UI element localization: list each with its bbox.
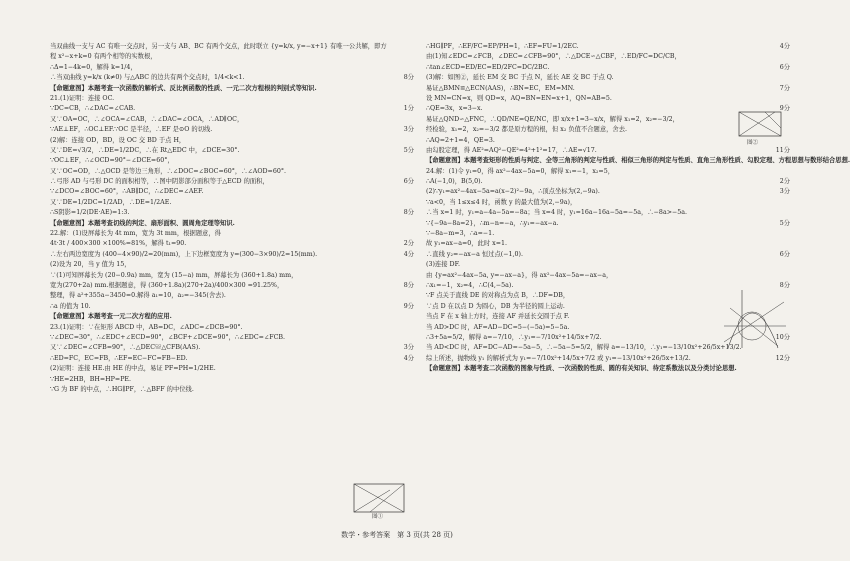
- right-line: [426, 198, 790, 208]
- left-line: [50, 104, 414, 114]
- line-text: ∵HE=2HB，BH=HP=PE.: [50, 375, 132, 383]
- score-mark: 4分: [402, 354, 414, 364]
- line-text: 整理，得 a²+355a−3450=0.解得 a₁=10，a₂=−345(舍去).: [50, 292, 226, 300]
- line-text: ∴A(−1,0)，B(5,0).: [426, 178, 483, 186]
- right-line: [426, 239, 790, 249]
- score-mark: 5分: [402, 146, 414, 156]
- left-line: [50, 229, 414, 239]
- line-text: 【命题意图】本题考查矩形的性质与判定、全等三角形的判定与性质、相似三角形的判定与性质、直角三角形性质、勾股定理、方程思想与数形结合思想.: [426, 157, 850, 165]
- line-text: 【命题意图】本题考查一元二次方程的应用.: [50, 313, 172, 321]
- left-line: [50, 125, 414, 135]
- right-line: [426, 42, 790, 52]
- left-line: [50, 208, 414, 218]
- score-mark: 9分: [778, 104, 790, 114]
- line-text: (2)∵y₁=ax²−4ax−5a=a(x−2)²−9a，∴顶点坐标为(2,−9a).: [426, 188, 600, 196]
- left-line: [50, 260, 414, 270]
- line-text: 当点 F 在 x 轴上方时，连接 AF 并延长交圆于点 F.: [426, 313, 570, 321]
- line-text: 【命题意图】本题考查一次函数的解析式、反比例函数的性质、一元二次方程根的判别式等知识.: [50, 84, 317, 92]
- line-text: 23.(1)证明：∵在矩形 ABCD 中，AB=DC，∠ADC=∠DCB=90°.: [50, 323, 243, 331]
- right-line: [426, 354, 790, 364]
- line-text: ∴左右两边宽度为 (400−4×90)/2=20(mm)，上下边框宽度为 y=(300−3×90)/2=15(mm).: [50, 250, 318, 258]
- line-text: 程 x²−x+k=0 有两个相等的实数根，: [50, 53, 157, 61]
- line-text: 【命题意图】本题考查切线的判定、扇形面积、圆周角定理等知识.: [50, 219, 235, 227]
- line-text: 故 y₁=ax−a=0，此时 x=1.: [426, 240, 508, 248]
- left-line: [50, 323, 414, 333]
- line-text: ∵{−9a−8a=2}，∴m−n=−a，∴y₁=−ax−a.: [426, 219, 559, 227]
- right-line: [426, 156, 850, 166]
- right-line: [426, 146, 790, 156]
- line-text: ∴3+5a=5/2，解得 a=−7/10，∴y₁=−7/10x²+14/5x+7/2.: [426, 333, 602, 341]
- line-text: ∵OC⊥EF，∴∠OCD=90°−∠DCE=60°，: [50, 157, 174, 165]
- right-line: [426, 52, 790, 62]
- line-text: ∴ED=FC，EC=FB，∴EF=EC−FC=FB−ED.: [50, 354, 188, 362]
- left-line: [50, 146, 414, 156]
- line-text: ∴tan∠ECD=ED/EC=ED/2FC=DC/2BC.: [426, 63, 550, 71]
- figure-2-label: 图②: [747, 140, 759, 146]
- line-text: 易证△BMN≌△ECN(AAS)，∴BN=EC，EM=MN.: [426, 84, 575, 92]
- line-text: 宽为(270+2a) mm.根据题意，得 (360+1.8a)(270+2a)/400×300 =91.25%，: [50, 281, 284, 289]
- left-line: [50, 84, 414, 94]
- left-line: [50, 281, 414, 291]
- line-text: 21.(1)证明：连接 OC.: [50, 94, 115, 102]
- score-mark: 6分: [778, 63, 790, 73]
- left-line: [50, 291, 414, 301]
- left-line: [50, 52, 414, 62]
- score-mark: 2分: [778, 177, 790, 187]
- left-line: [50, 364, 414, 374]
- left-line: [50, 42, 414, 52]
- page-footer: 数学・参考答案 第 3 页(共 28 页): [341, 531, 453, 539]
- score-mark: 3分: [402, 125, 414, 135]
- line-text: 当 AD>DC 时，AF=AD−DC=5−(−5a)=5−5a.: [426, 323, 570, 331]
- right-line: [426, 187, 790, 197]
- line-text: 由勾股定理，得 AE²=AQ²−QE²=4²+1²=17，∴AE=√17.: [426, 146, 597, 154]
- line-text: 经检验，x₁=2，x₂=−3/2 都是原方程的根，但 x₂ 负值不合题意，舍去.: [426, 126, 628, 134]
- score-mark: 8分: [402, 281, 414, 291]
- line-text: 4t·3t / 400×300 ×100%=81%，解得 t₁=90.: [50, 240, 187, 248]
- line-text: (2)设为 20，当 y 值为 15，: [50, 261, 131, 269]
- left-line: [50, 187, 414, 197]
- line-text: 又∵OA=OC，∴∠OCA=∠CAB，∴∠DAC=∠OCA，∴AD∥OC，: [50, 115, 244, 123]
- score-mark: 2分: [402, 239, 414, 249]
- line-text: ∵(1)可知屏幕长为 (20−0.9a) mm，宽为 (15−a) mm，屏幕长为 (360+1.8a) mm，: [50, 271, 298, 279]
- left-line: [50, 136, 414, 146]
- right-line: [426, 63, 790, 73]
- left-line: [50, 177, 414, 187]
- score-mark: 12分: [774, 354, 790, 364]
- figure-2-drawing: [735, 108, 787, 144]
- score-mark: 3分: [402, 343, 414, 353]
- score-mark: 8分: [402, 208, 414, 218]
- left-line: [50, 302, 414, 312]
- line-text: ∴当 x=1 时，y₁=a−4a−5a=−8a；当 x=4 时，y₁=16a−16a−5a=−5a，∴−8a>−5a.: [426, 209, 688, 217]
- line-text: ∵a<0，当 1≤x≤4 时，函数 y 的最大值为(2,−9a)，: [426, 198, 577, 206]
- score-mark: 3分: [778, 187, 790, 197]
- line-text: ∵∠DCO=∠BOC=60°，∴AB∥DC，∴∠DEC=∠AEF.: [50, 188, 204, 196]
- line-text: ∴a 的值为 10.: [50, 302, 91, 310]
- line-text: ∵G 为 BF 的中点，∴HG∥PF，∴△BFF 的中位线.: [50, 385, 194, 393]
- score-mark: 6分: [402, 177, 414, 187]
- left-line: [50, 73, 414, 83]
- left-column: [50, 42, 414, 395]
- score-mark: 8分: [778, 281, 790, 291]
- score-mark: 7分: [778, 84, 790, 94]
- line-text: 易证△QND∽△FNC，∴QD/NE=QE/NC，即 x/x+1=3−x/x，解得 x₁=2，x₂=−3/2，: [426, 115, 679, 123]
- line-text: ∵AE⊥EF，∴OC⊥EF.∵OC 是半径，∴EF 是⊙O 的切线.: [50, 126, 213, 134]
- score-mark: 4分: [778, 42, 790, 52]
- line-text: ∴Δ=1−4k=0，解得 k=1/4，: [50, 63, 137, 71]
- left-line: [50, 167, 414, 177]
- line-text: 22.解：(1)设屏幕长为 4t mm，宽为 3t mm，根据题意，得: [50, 230, 221, 238]
- line-text: (2)解：连接 OD，BD，设 OC 交 BD 于点 H，: [50, 136, 186, 144]
- line-text: (2)证明：连接 HE.由 HE 的中点，易证 PF=PH=1/2HE.: [50, 365, 216, 373]
- right-line: [426, 271, 790, 281]
- line-text: ∵−8a−m=3，∴a=−1.: [426, 230, 495, 238]
- left-line: [50, 271, 414, 281]
- line-text: ∴HG∥PF，∴EF/FC=EP/PH=1，∴EF=FU=1/2EC.: [426, 43, 579, 50]
- line-text: 【命题意图】本题考查二次函数的图象与性质、一次函数的性质、圆的有关知识、待定系数法以及分类讨论思想.: [426, 365, 737, 373]
- right-line: [426, 364, 790, 374]
- line-text: ∵DC=CB，∴∠DAC=∠CAB.: [50, 105, 136, 113]
- line-text: 当 AD<DC 时，AF=DC−AD=−5a−5，∴−5a−5=5/2，解得 a=−13/10，∴y₁=−13/10x²+26/5x+13/2.: [426, 344, 742, 352]
- line-text: 又∵DE=√3/2，∴DE=1/2DC，∴在 Rt△EDC 中，∠DCE=30°.: [50, 146, 240, 154]
- right-line: [426, 260, 790, 270]
- line-text: ∵点 D 在以点 D 为圆心，DB 为半径的圆上运动.: [426, 302, 565, 310]
- line-text: ∴QE=3x，x=3−x.: [426, 105, 483, 113]
- line-text: ∴直线 y₂=−ax−a 恒过点(−1,0).: [426, 250, 523, 258]
- line-text: (3)连接 DF.: [426, 261, 460, 269]
- right-line: [426, 94, 790, 104]
- line-text: ∴S阴影=1/2(DE·AE)=1:3.: [50, 209, 130, 217]
- line-text: 当双曲线一支与 AC 有唯一交点时，另一支与 AB、BC 有两个交点，此时联立 {y=k/x, y=−x+1} 有唯一公共解，即方: [50, 43, 387, 50]
- left-line: [50, 94, 414, 104]
- left-line: [50, 333, 414, 343]
- left-line: [50, 312, 414, 322]
- left-line: [50, 115, 414, 125]
- right-line: [426, 73, 790, 83]
- score-mark: 11分: [774, 146, 790, 156]
- right-line: [426, 229, 790, 239]
- line-text: ∵∠DEC=30°，∴∠EDC+∠ECD=90°，∠BCF+∠DCE=90°，∴∠EDC=∠FCB.: [50, 333, 286, 341]
- right-line: [426, 167, 790, 177]
- figure-1-label: 图①: [372, 514, 384, 520]
- left-line: [50, 63, 414, 73]
- right-line: [426, 84, 790, 94]
- line-text: (3)解：如图②，延长 EM 交 BC 于点 N，延长 AE 交 BC 于点 Q.: [426, 74, 614, 82]
- line-text: ∴当双曲线 y=k/x (k≠0) 与△ABC 的边共有两个交点时，1/4<k<1.: [50, 74, 245, 82]
- left-line: [50, 385, 414, 395]
- left-line: [50, 375, 414, 385]
- line-text: 又∵OC=OD，∴△OCD 是等边三角形，∴∠DOC=∠BOC=60°，∴∠AOD=60°.: [50, 167, 286, 175]
- line-text: ∴AQ=2+1=4，QE=3.: [426, 136, 495, 144]
- score-mark: 6分: [778, 250, 790, 260]
- figure-3-drawing: [720, 288, 788, 350]
- line-text: ∴弓形 AD 与弓形 DC 的面积相等，∴图中阴影部分面积等于△ECD 的面积，: [50, 178, 269, 186]
- score-mark: 9分: [402, 302, 414, 312]
- line-text: 设 MN=CN=x，则 QD=x，AQ=BN=EN=x+1，QN=AB=5.: [426, 94, 612, 102]
- left-line: [50, 250, 414, 260]
- left-line: [50, 239, 414, 249]
- right-line: [426, 177, 790, 187]
- line-text: 24.解：(1)令 y₁=0，得 ax²−4ax−5a=0，解得 x₁=−1，x₂=5，: [426, 167, 614, 175]
- right-line: [426, 250, 790, 260]
- left-line: [50, 354, 414, 364]
- score-mark: 5分: [778, 219, 790, 229]
- left-line: [50, 219, 414, 229]
- line-text: ∴x₁=−1，x₂=4，∴C(4,−5a).: [426, 281, 514, 289]
- line-text: 又∵∠DEC=∠CFB=90°，∴△DEC≌△CFB(AAS).: [50, 344, 201, 352]
- left-line: [50, 156, 414, 166]
- score-mark: 8分: [402, 73, 414, 83]
- score-mark: 4分: [402, 250, 414, 260]
- right-line: [426, 219, 790, 229]
- line-text: 由(1)知∠EDC=∠FCB，∠DEC=∠CFB=90°，∴△DCE∽△CBF，∴ED/FC=DC/CB，: [426, 53, 681, 61]
- line-text: 由 {y=ax²−4ax−5a, y=−ax−a}，得 ax²−4ax−5a=−ax−a，: [426, 271, 613, 279]
- left-line: [50, 343, 414, 353]
- line-text: 综上所述，抛物线 y₁ 的解析式为 y₁=−7/10x²+14/5x+7/2 或 y₁=−13/10x²+26/5x+13/2.: [426, 354, 691, 362]
- score-mark: 10分: [774, 333, 790, 343]
- right-line: [426, 208, 790, 218]
- line-text: ∵F 点关于直线 DE 的对称点为点 B，∴DF=DB，: [426, 292, 570, 300]
- left-line: [50, 198, 414, 208]
- line-text: 又∵DE=1/2DC=1/2AD，∴DE=1/2AE.: [50, 198, 172, 206]
- score-mark: 1分: [402, 104, 414, 114]
